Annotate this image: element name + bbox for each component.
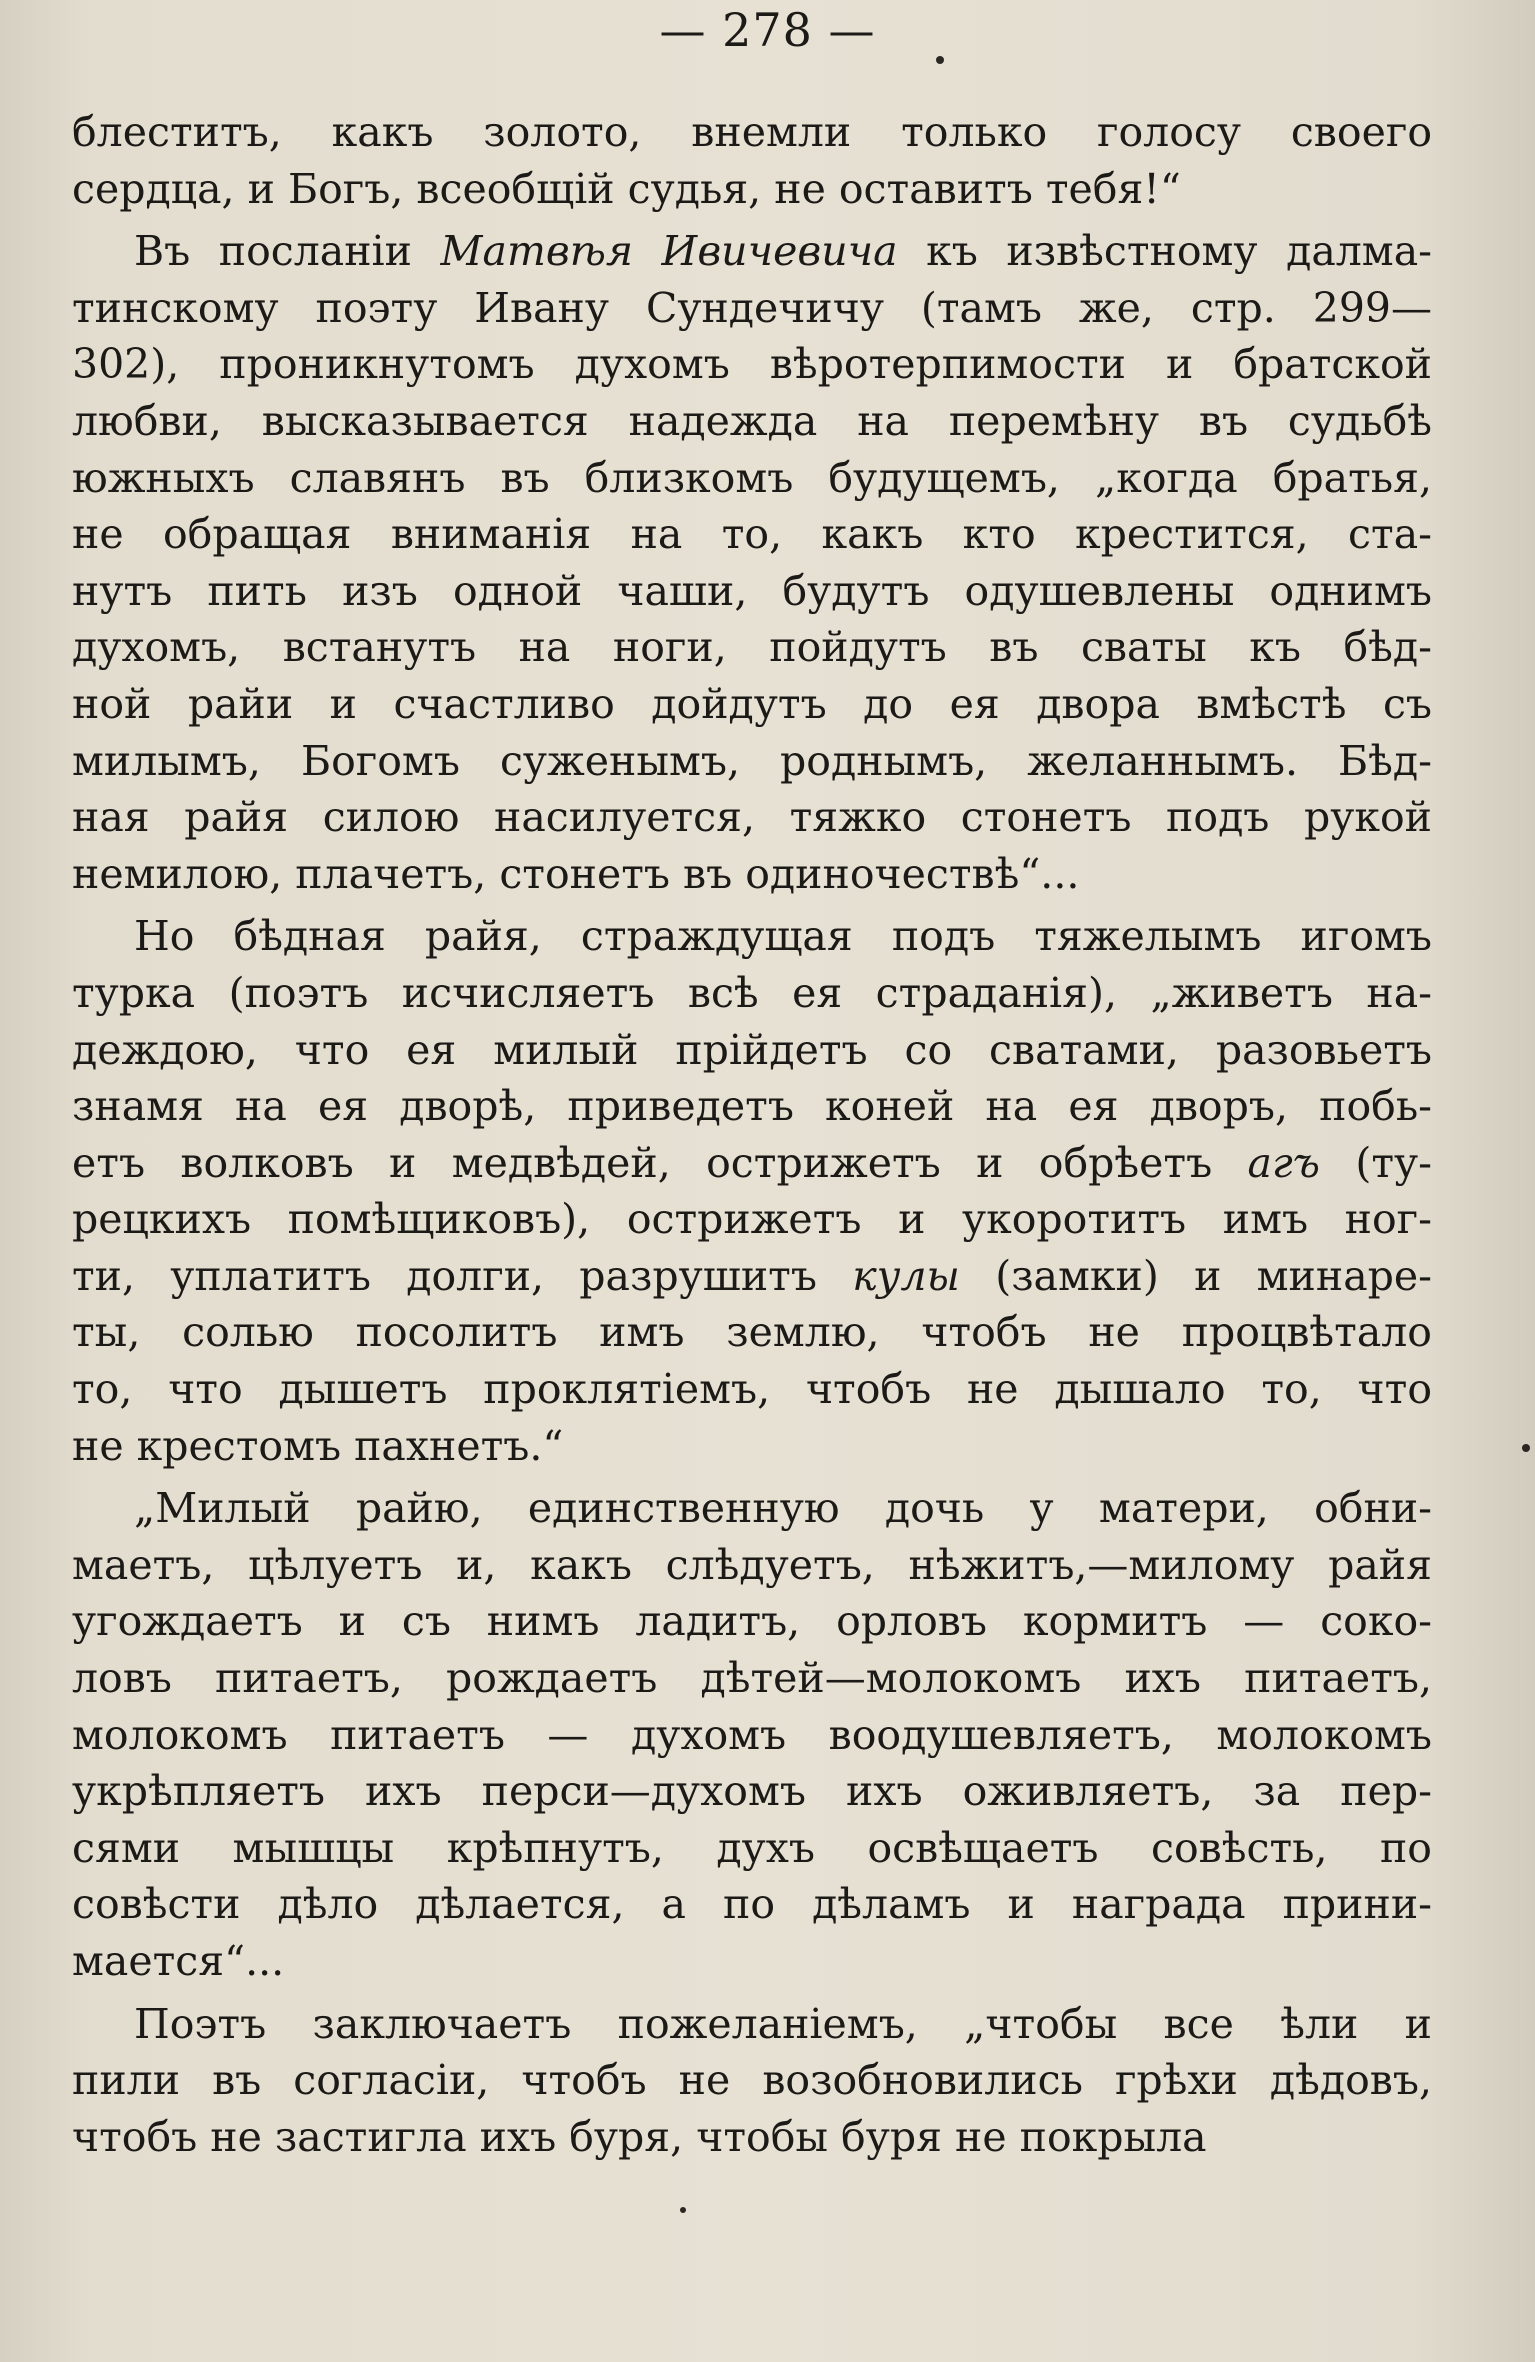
text-line: ти, уплатитъ долги, разрушитъ кулы (замки) и минаре- — [72, 1251, 1432, 1300]
text-line: ная райя силою насилуется, тяжко стонетъ подъ рукой — [72, 793, 1432, 842]
text-line: совѣсти дѣло дѣлается, а по дѣламъ и награда прини- — [72, 1880, 1432, 1929]
text-line: чтобъ не застигла ихъ буря, чтобы буря не покрыла — [72, 2112, 1207, 2161]
italic-text: кулы — [852, 1251, 960, 1300]
text-line: угождаетъ и съ нимъ ладитъ, орловъ кормитъ — соко- — [72, 1597, 1432, 1646]
text-line: „Милый райю, единственную дочь у матери, обни- — [134, 1484, 1432, 1533]
paragraph — [72, 104, 1432, 217]
scan-speck — [1522, 1444, 1530, 1452]
text-line: милымъ, Богомъ суженымъ, роднымъ, желаннымъ. Бѣд- — [72, 736, 1432, 785]
text-line: ты, солью посолитъ имъ землю, чтобъ не процвѣтало — [72, 1308, 1432, 1357]
paragraph — [72, 223, 1432, 902]
text-line: рецкихъ помѣщиковъ), острижетъ и укоротитъ имъ ног- — [72, 1195, 1432, 1244]
paragraph — [72, 1480, 1432, 1989]
text-line: ловъ питаетъ, рождаетъ дѣтей—молокомъ ихъ питаетъ, — [72, 1654, 1432, 1703]
text-line: Но бѣдная райя, страждущая подъ тяжелымъ игомъ — [134, 912, 1432, 961]
text-line: сердца, и Богъ, всеобщій судья, не оставитъ тебя!“ — [72, 164, 1181, 213]
text-line: южныхъ славянъ въ близкомъ будущемъ, „когда братья, — [72, 453, 1432, 502]
text-line: маетъ, цѣлуетъ и, какъ слѣдуетъ, нѣжитъ,—милому райя — [72, 1540, 1432, 1589]
italic-text: Матвѣя Ивичевича — [440, 227, 898, 276]
text-line: Въ посланіи Матвѣя Ивичевича къ извѣстному далма- — [134, 227, 1432, 276]
text-line: турка (поэтъ исчисляетъ всѣ ея страданія), „живетъ на- — [72, 968, 1432, 1017]
text-line: сями мышцы крѣпнутъ, духъ освѣщаетъ совѣсть, по — [72, 1823, 1432, 1872]
italic-text: агъ — [1247, 1138, 1320, 1187]
text-line: тинскому поэту Ивану Сундечичу (тамъ же, стр. 299— — [72, 283, 1432, 332]
text-line: любви, высказывается надежда на перемѣну въ судьбѣ — [72, 396, 1432, 445]
text-line: нутъ пить изъ одной чаши, будутъ одушевлены однимъ — [72, 566, 1432, 615]
text-line: блеститъ, какъ золото, внемли только голосу своего — [72, 108, 1432, 156]
text-line: ной райи и счастливо дойдутъ до ея двора вмѣстѣ съ — [72, 679, 1432, 728]
paragraph — [72, 1996, 1432, 2166]
text-line: молокомъ питаетъ — духомъ воодушевляетъ, молокомъ — [72, 1710, 1432, 1759]
text-line: то, что дышетъ проклятіемъ, чтобъ не дышало то, что — [72, 1365, 1432, 1414]
text-line: духомъ, встанутъ на ноги, пойдутъ въ сваты къ бѣд- — [72, 623, 1432, 672]
text-line: 302), проникнутомъ духомъ вѣротерпимости и братской — [72, 340, 1432, 389]
text-line: укрѣпляетъ ихъ перси—духомъ ихъ оживляетъ, за пер- — [72, 1767, 1432, 1816]
scan-speck — [680, 2207, 686, 2213]
text-line: деждою, что ея милый прійдетъ со сватами, разовьетъ — [72, 1025, 1432, 1074]
text-line: мается“... — [72, 1937, 285, 1985]
text-line: Поэтъ заключаетъ пожеланіемъ, „чтобы все ѣли и — [134, 1999, 1432, 2048]
paragraph — [72, 908, 1432, 1474]
scan-speck — [936, 56, 944, 64]
page-text — [72, 104, 1432, 2165]
text-line: не обращая вниманія на то, какъ кто крестится, ста- — [72, 510, 1432, 559]
page-number: — 278 — — [659, 3, 876, 57]
text-line: етъ волковъ и медвѣдей, острижетъ и обрѣетъ агъ (ту- — [72, 1138, 1432, 1187]
text-line: знамя на ея дворѣ, приведетъ коней на ея дворъ, побь- — [72, 1082, 1432, 1131]
text-line: пили въ согласіи, чтобъ не возобновились грѣхи дѣдовъ, — [72, 2056, 1432, 2105]
text-line: немилою, плачетъ, стонетъ въ одиночествѣ“... — [72, 849, 1080, 898]
text-line: не крестомъ пахнетъ.“ — [72, 1421, 564, 1470]
